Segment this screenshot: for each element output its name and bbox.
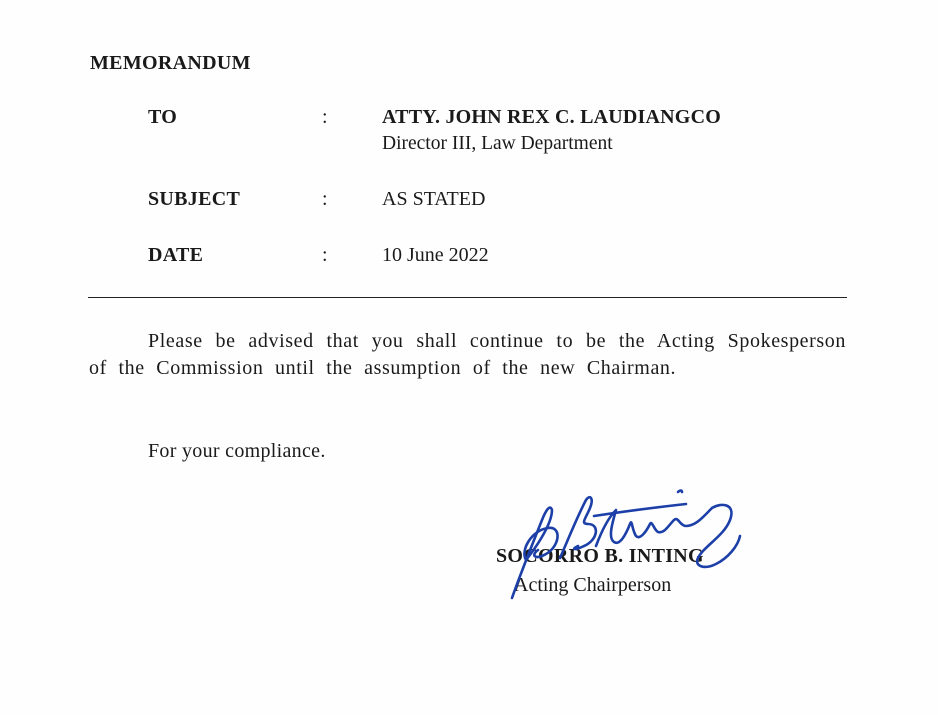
signatory-title: Acting Chairperson (514, 574, 672, 596)
recipient-title: Director III, Law Department (382, 133, 613, 154)
handwritten-signature (490, 480, 750, 610)
closing-line: For your compliance. (148, 440, 326, 462)
header-divider (88, 297, 847, 298)
signatory-name: SOCORRO B. INTING (496, 545, 704, 567)
to-colon: : (322, 106, 328, 128)
date-label: DATE (148, 244, 204, 266)
memo-body: Please be advised that you shall continue to be the Acting Spokesperson of the Commission until the assumption of the new Chairman. (89, 330, 846, 379)
to-value (382, 106, 721, 155)
date-value: 10 June 2022 (382, 244, 489, 266)
date-colon: : (322, 244, 328, 266)
recipient-name: ATTY. JOHN REX C. LAUDIANGCO (382, 106, 721, 128)
subject-value: AS STATED (382, 188, 486, 210)
subject-colon: : (322, 188, 328, 210)
memo-heading: MEMORANDUM (90, 52, 251, 74)
subject-label: SUBJECT (148, 188, 241, 210)
to-label: TO (148, 106, 178, 128)
